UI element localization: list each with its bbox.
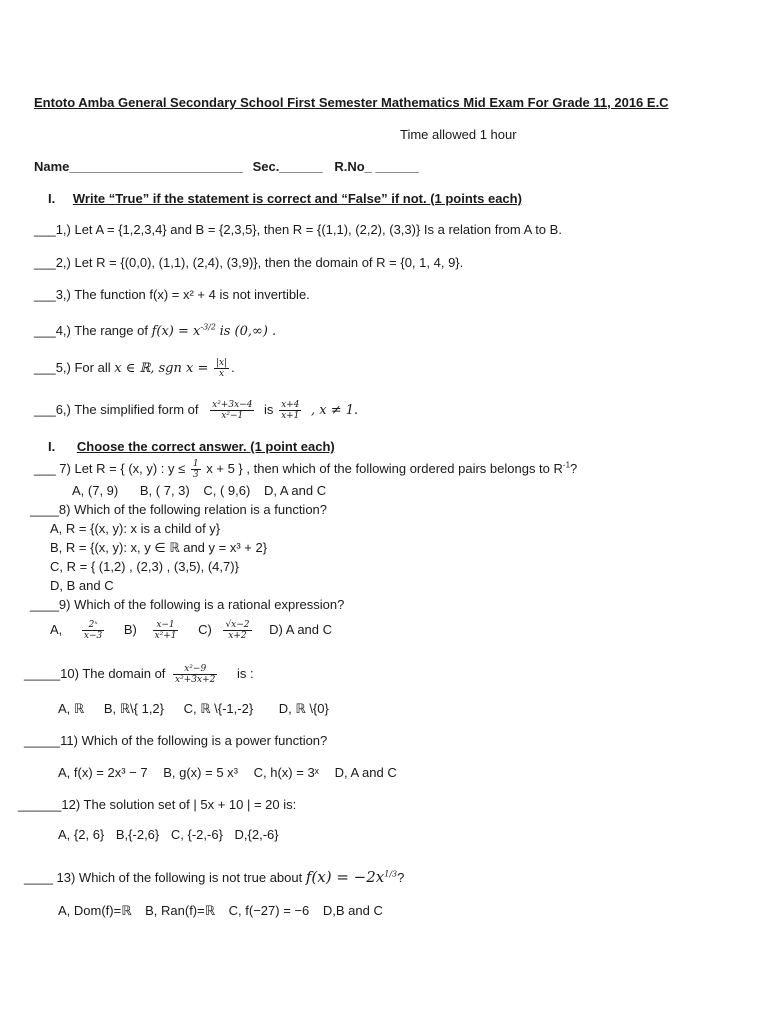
section1-roman: I. — [48, 191, 56, 206]
q12-option-d: D,{2,-6} — [234, 827, 279, 842]
section2-title: Choose the correct answer. (1 point each) — [76, 439, 335, 454]
q8-option-a: A, R = {(x, y): x is a child of y} — [50, 521, 221, 536]
q5-suffix: . — [231, 359, 235, 375]
q6-denominator-1: x²−1 — [221, 411, 244, 421]
q10-option-c: C, ℝ \{-1,-2} — [183, 701, 254, 716]
question-12: ______12) The solution set of | 5x + 10 | = 20 is: — [18, 797, 297, 812]
q7-denominator: 3 — [192, 470, 199, 480]
q10-options — [58, 700, 341, 718]
q11-option-c: C, h(x) = 3ˣ — [253, 765, 319, 780]
q9-option-a-label: A, — [50, 621, 63, 637]
q7-options — [72, 482, 338, 500]
q8-option-b: B, R = {(x, y): x, y ∈ ℝ and y = x³ + 2} — [50, 540, 268, 555]
q9-option-a-fraction — [82, 620, 104, 641]
question-2: ___2,) Let R = {(0,0), (1,1), (2,4), (3,9)}, then the domain of R = {0, 1, 4, 9}. — [34, 255, 464, 270]
q12-option-a: A, {2, 6} — [58, 827, 105, 842]
roll-number-field: R.No_ ______ — [334, 159, 419, 174]
q10-numerator: x²−9 — [173, 664, 217, 675]
q4-prefix: ___4,) The range of — [34, 323, 148, 338]
q7-option-a: A, (7, 9) — [72, 483, 119, 498]
q6-fraction-1 — [210, 400, 254, 421]
q13-exponent: 1/3 — [384, 869, 398, 879]
question-3: ___3,) The function f(x) = x² + 4 is not invertible. — [34, 287, 310, 302]
q9-c-denominator: x+2 — [228, 631, 247, 641]
q13-option-d: D,B and C — [322, 903, 383, 918]
q13-option-c: C, f(−27) = −6 — [228, 903, 310, 918]
q12-option-b: B,{-2,6} — [115, 827, 160, 842]
q7-option-d: D, A and C — [263, 483, 327, 498]
q7-option-b: B, ( 7, 3) — [139, 483, 190, 498]
q7-suffix: x + 5 } , then which of the following ordered pairs belongs to R — [206, 460, 563, 476]
q10-denominator: x²+3x+2 — [175, 675, 216, 685]
q10-prefix: _____10) The domain of — [24, 665, 166, 681]
q12-options — [58, 826, 291, 844]
q7-option-c: C, ( 9,6) — [203, 483, 251, 498]
q9-option-b-label: B) — [123, 621, 137, 637]
q11-options — [58, 764, 409, 782]
q6-denominator-2: x+1 — [281, 411, 300, 421]
q4-function: f(x) = x — [151, 324, 201, 339]
section1-heading — [48, 190, 522, 208]
q10-fraction — [173, 664, 217, 685]
q9-a-denominator: x−3 — [83, 631, 103, 641]
q10-option-a: A, ℝ — [58, 701, 85, 716]
question-6 — [34, 400, 358, 421]
q13-prefix: ____ 13) Which of the following is not true about — [24, 870, 303, 885]
student-info-line — [34, 158, 419, 176]
question-9: ____9) Which of the following is a rational expression? — [30, 597, 345, 612]
q9-option-b-fraction — [153, 620, 179, 641]
section1-title: Write “True” if the statement is correct and “False” if not. (1 points each) — [72, 191, 522, 206]
section2-heading — [48, 438, 335, 456]
q12-option-c: C, {-2,-6} — [170, 827, 223, 842]
q9-c-numerator: √x−2 — [225, 620, 250, 630]
q11-option-d: D, A and C — [334, 765, 397, 780]
q7-question-mark: ? — [570, 460, 578, 476]
q11-option-a: A, f(x) = 2x³ − 7 — [58, 765, 148, 780]
q13-question-mark: ? — [397, 870, 405, 885]
q9-option-c-fraction — [223, 620, 251, 641]
q13-option-a: A, Dom(f)=ℝ — [58, 903, 132, 918]
q6-suffix: , x ≠ 1. — [311, 402, 359, 418]
q8-option-c: C, R = { (1,2) , (2,3) , (3,5), (4,7)} — [50, 559, 239, 574]
q9-options — [50, 620, 332, 641]
q13-options — [58, 902, 395, 920]
q6-is: is — [264, 401, 274, 417]
q6-fraction-2 — [279, 400, 301, 421]
q6-numerator-2: x+4 — [281, 400, 300, 410]
q9-b-numerator: x−1 — [153, 620, 179, 631]
q7-fraction — [191, 459, 201, 480]
section-field: Sec.______ — [252, 159, 323, 174]
q10-option-d: D, ℝ \{0} — [278, 701, 329, 716]
q9-option-d: D) A and C — [269, 621, 333, 637]
q7-prefix: ___ 7) Let R = { (x, y) : y ≤ — [34, 460, 186, 476]
q5-prefix: ___5,) For all — [34, 359, 111, 375]
q5-math: x ∈ ℝ, sgn x = — [114, 360, 209, 376]
q13-option-b: B, Ran(f)=ℝ — [145, 903, 216, 918]
q5-numerator: |x| — [216, 358, 228, 368]
question-8: ____8) Which of the following relation is a function? — [30, 502, 328, 517]
q5-denominator: x — [219, 369, 225, 379]
question-10 — [24, 664, 254, 685]
q9-a-numerator: 2ˣ — [82, 620, 104, 631]
q9-b-denominator: x²+1 — [154, 631, 177, 641]
q6-prefix: ___6,) The simplified form of — [34, 401, 199, 417]
question-13 — [24, 868, 404, 887]
q7-numerator: 1 — [192, 459, 199, 469]
q6-numerator-1: x²+3x−4 — [212, 400, 253, 410]
question-5 — [34, 358, 235, 379]
q13-math: f(x) = −2x — [305, 868, 385, 886]
q7-superscript: -1 — [562, 460, 571, 470]
time-allowed: Time allowed 1 hour — [400, 127, 517, 142]
question-7 — [34, 459, 577, 480]
q8-option-d: D, B and C — [50, 578, 114, 593]
q5-fraction — [214, 358, 229, 379]
exam-title: Entoto Amba General Secondary School First Semester Mathematics Mid Exam For Grade 11, 2016 E.C — [34, 95, 669, 110]
q4-exponent: -3/2 — [200, 322, 216, 332]
question-4 — [34, 322, 276, 341]
question-1: ___1,) Let A = {1,2,3,4} and B = {2,3,5}, then R = {(1,1), (2,2), (3,3)} Is a relation from A to B. — [34, 222, 562, 237]
q10-option-b: B, ℝ\{ 1,2} — [103, 701, 164, 716]
q11-option-b: B, g(x) = 5 x³ — [163, 765, 238, 780]
q9-option-c-label: C) — [198, 621, 212, 637]
question-11: _____11) Which of the following is a power function? — [24, 733, 328, 748]
name-field: Name________________________ — [34, 159, 243, 174]
q4-suffix: is (0,∞) . — [219, 324, 277, 339]
section2-roman: I. — [48, 439, 56, 454]
q10-suffix: is : — [236, 665, 254, 681]
